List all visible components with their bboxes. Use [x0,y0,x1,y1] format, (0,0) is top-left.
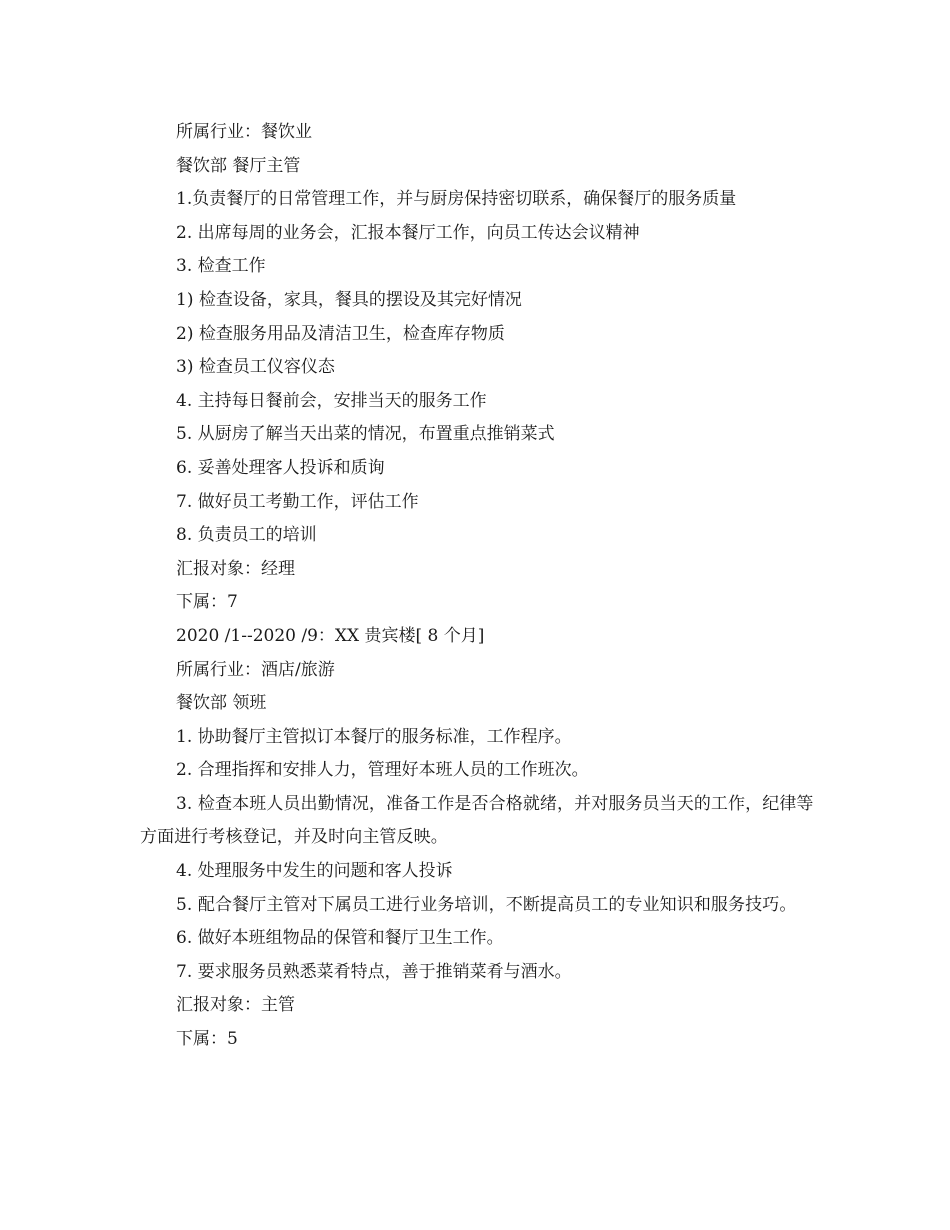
text-line: 下属：5 [176,1029,238,1050]
text-line: 6. 妥善处理客人投诉和质询 [176,457,385,478]
text-line: 2. 合理指挥和安排人力，管理好本班人员的工作班次。 [176,760,589,781]
text-line: 2) 检查服务用品及清洁卫生，检查库存物质 [176,323,505,344]
text-line: 1. 协助餐厅主管拟订本餐厅的服务标准，工作程序。 [176,726,572,747]
text-line: 1) 检查设备，家具，餐具的摆设及其完好情况 [176,289,522,310]
text-line: 3. 检查工作 [176,256,266,277]
text-line: 8. 负责员工的培训 [176,525,317,546]
text-paragraph: 5. 配合餐厅主管对下属员工进行业务培训，不断提高员工的专业知识和服务技巧。 [176,894,797,915]
text-line: 餐饮部 餐厅主管 [176,155,301,176]
text-line: 5. 从厨房了解当天出菜的情况，布置重点推销菜式 [176,424,555,445]
text-paragraph: 3. 检查本班人员出勤情况，准备工作是否合格就绪，并对服务员当天的工作，纪律等方面进行考核登记，并及时向主管反映。 [140,793,814,848]
text-line: 4. 主持每日餐前会，安排当天的服务工作 [176,390,487,411]
text-line: 餐饮部 领班 [176,693,267,714]
text-line: 6. 做好本班组物品的保管和餐厅卫生工作。 [176,928,504,949]
text-line: 2020 /1--2020 /9：XX 贵宾楼[ 8 个月] [176,625,485,646]
text-line: 4. 处理服务中发生的问题和客人投诉 [176,861,453,882]
text-line: 汇报对象：经理 [176,558,295,579]
text-line: 7. 要求服务员熟悉菜肴特点，善于推销菜肴与酒水。 [176,961,572,982]
text-line: 1.负责餐厅的日常管理工作，并与厨房保持密切联系，确保餐厅的服务质量 [176,189,737,210]
text-line: 3) 检查员工仪容仪态 [176,357,335,378]
text-line: 所属行业：餐饮业 [176,122,312,142]
text-line: 下属：7 [176,592,238,613]
text-line: 2. 出席每周的业务会，汇报本餐厅工作，向员工传达会议精神 [176,222,640,243]
text-line: 7. 做好员工考勤工作，评估工作 [176,491,419,512]
text-line: 汇报对象：主管 [176,995,295,1016]
text-line: 所属行业：酒店/旅游 [176,659,335,680]
document-body [140,116,830,1057]
